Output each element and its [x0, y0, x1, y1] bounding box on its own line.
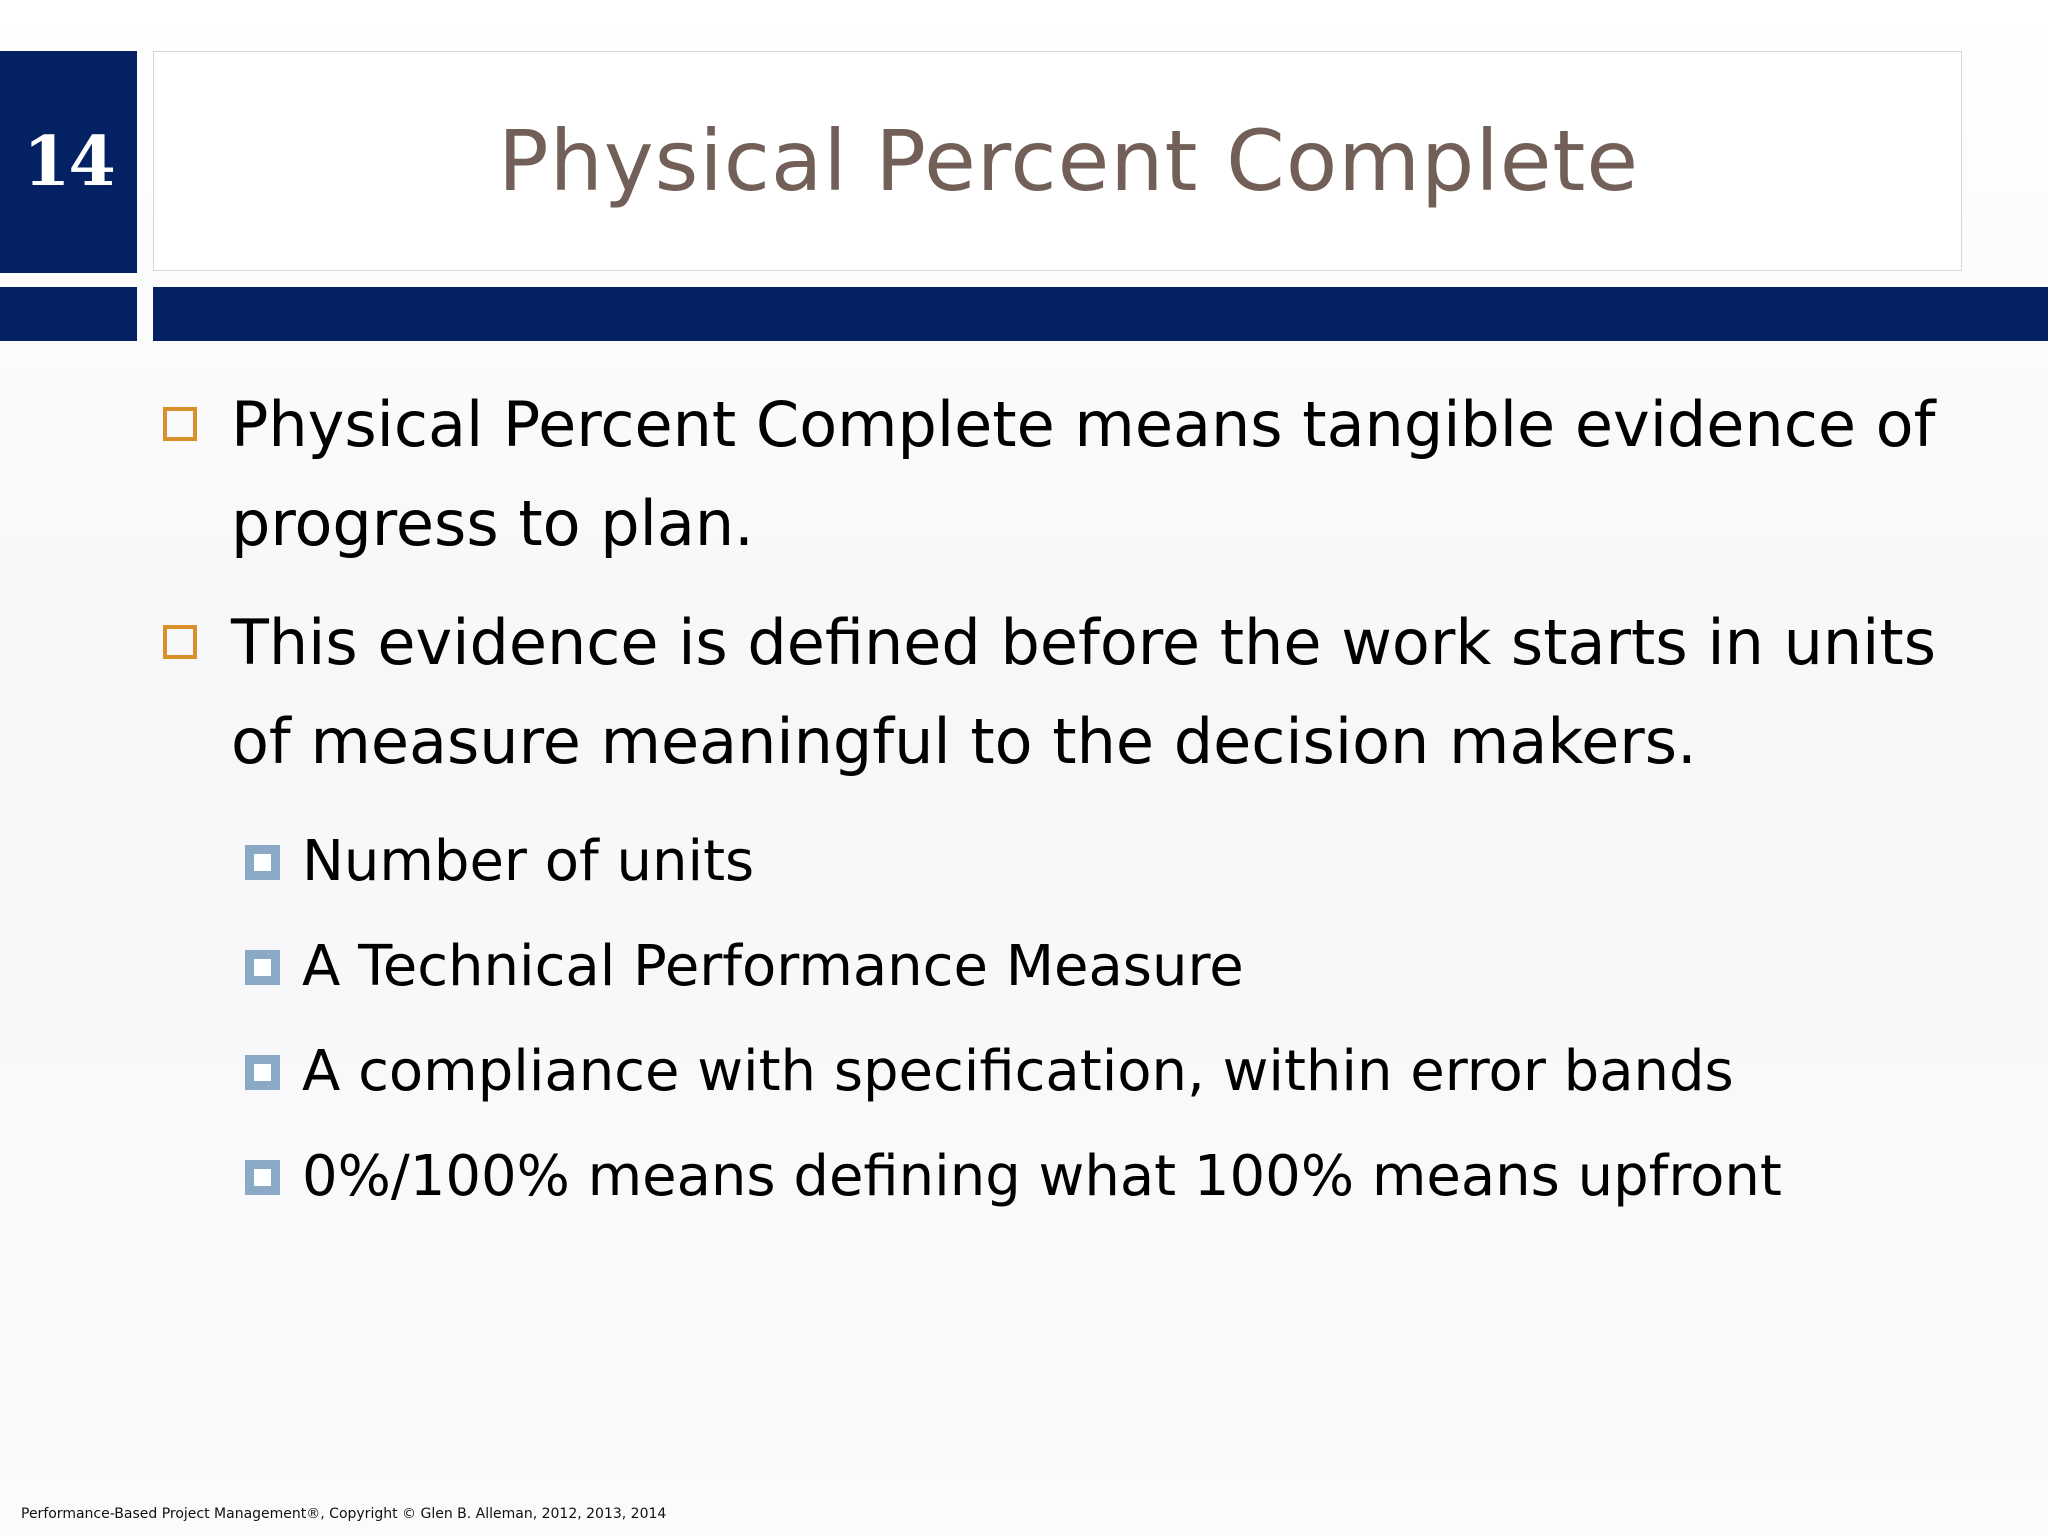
sub-bullet-item-4 [160, 1124, 1940, 1229]
bullet-item-2 [160, 593, 1940, 791]
slide-number: 14 [23, 122, 114, 202]
header-band-right [153, 287, 2048, 341]
sub-bullet-text: A Technical Performance Measure [302, 934, 1244, 999]
sub-bullet-text: Number of units [302, 829, 755, 894]
sub-bullet-item-2 [160, 914, 1940, 1019]
sub-bullet-text: 0%/100% means defining what 100% means upfront [302, 1144, 1782, 1209]
filled-square-bullet-icon [245, 1055, 280, 1090]
sub-bullet-item-3 [160, 1019, 1940, 1124]
title-box [153, 51, 1962, 271]
filled-square-bullet-icon [245, 950, 280, 985]
slide-number-box [0, 51, 137, 273]
sub-bullet-list [160, 809, 1940, 1229]
sub-bullet-text: A compliance with specification, within error bands [302, 1039, 1734, 1104]
slide-content [160, 375, 1940, 1229]
copyright-footer: Performance-Based Project Management®, Copyright © Glen B. Alleman, 2012, 2013, 2014 [21, 1506, 667, 1522]
bullet-text: Physical Percent Complete means tangible evidence of progress to plan. [231, 388, 1936, 560]
filled-square-bullet-icon [245, 845, 280, 880]
slide-title: Physical Percent Complete [498, 112, 1639, 210]
bullet-text: This evidence is defined before the work starts in units of measure meaningful to the decision makers. [231, 606, 1936, 778]
square-bullet-icon [163, 625, 197, 659]
filled-square-bullet-icon [245, 1160, 280, 1195]
bullet-item-1 [160, 375, 1940, 573]
sub-bullet-item-1 [160, 809, 1940, 914]
square-bullet-icon [163, 407, 197, 441]
header-band-left [0, 287, 137, 341]
